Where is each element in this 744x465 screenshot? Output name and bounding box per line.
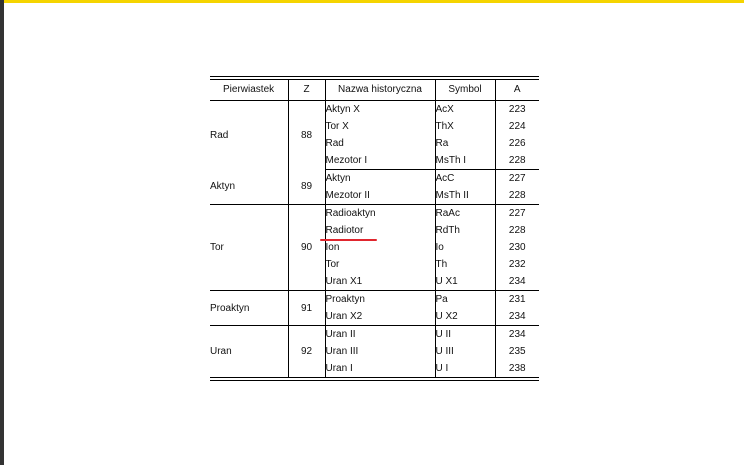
- table-row: [210, 101, 539, 119]
- mass-number-cell: 232: [495, 256, 539, 273]
- historical-name-cell: Ion: [325, 239, 435, 256]
- historical-name-cell: Uran X2: [325, 308, 435, 326]
- header-element: Pierwiastek: [210, 80, 288, 101]
- symbol-cell: Ra: [435, 135, 495, 152]
- historical-name-cell: Mezotor II: [325, 187, 435, 205]
- element-cell: Tor: [210, 205, 288, 291]
- mass-number-cell: 226: [495, 135, 539, 152]
- z-cell: 91: [288, 291, 325, 326]
- historical-name-cell: Uran I: [325, 360, 435, 377]
- table-bottom-rule: [210, 377, 539, 381]
- z-cell: 90: [288, 205, 325, 291]
- historical-name-cell: Uran II: [325, 326, 435, 344]
- mass-number-cell: 234: [495, 273, 539, 291]
- element-cell: Rad: [210, 129, 229, 141]
- table-row: [210, 205, 539, 223]
- mass-number-cell: 227: [495, 170, 539, 188]
- mass-number-cell: 227: [495, 205, 539, 223]
- header-z: Z: [288, 80, 325, 101]
- mass-number-cell: 234: [495, 308, 539, 326]
- mass-number-cell: 228: [495, 222, 539, 239]
- header-mass-number: A: [495, 80, 539, 101]
- historical-name-cell: Tor X: [325, 118, 435, 135]
- historical-name-cell: [325, 222, 435, 239]
- symbol-cell: U I: [435, 360, 495, 377]
- mass-number-cell: 224: [495, 118, 539, 135]
- window-left-border: [0, 0, 4, 465]
- mass-number-cell: 238: [495, 360, 539, 377]
- symbol-cell: Th: [435, 256, 495, 273]
- isotope-table: [210, 80, 539, 377]
- table-row: [210, 291, 539, 309]
- symbol-cell: U II: [435, 326, 495, 344]
- historical-name-cell: Tor: [325, 256, 435, 273]
- element-cell: Aktyn: [210, 170, 288, 205]
- element-cell: Proaktyn: [210, 291, 288, 326]
- element-cell: Uran: [210, 346, 232, 357]
- table-row: [210, 326, 539, 344]
- historical-name-cell: Mezotor I: [325, 152, 435, 170]
- isotope-table-container: [210, 76, 539, 381]
- symbol-cell: ThX: [435, 118, 495, 135]
- symbol-cell: MsTh II: [435, 187, 495, 205]
- symbol-cell: U X1: [435, 273, 495, 291]
- symbol-cell: Pa: [435, 291, 495, 309]
- historical-name-cell: Uran III: [325, 343, 435, 360]
- z-cell: 89: [288, 170, 325, 205]
- symbol-cell: Io: [435, 239, 495, 256]
- mass-number-cell: 228: [495, 187, 539, 205]
- symbol-cell: MsTh I: [435, 152, 495, 170]
- header-symbol: Symbol: [435, 80, 495, 101]
- mass-number-cell: 223: [495, 101, 539, 119]
- highlighted-name-radiotor: Radiotor: [326, 222, 364, 239]
- symbol-cell: AcC: [435, 170, 495, 188]
- historical-name-cell: Uran X1: [325, 273, 435, 291]
- mass-number-cell: 230: [495, 239, 539, 256]
- accent-top-bar: [4, 0, 744, 3]
- table-row: [210, 170, 539, 188]
- historical-name-cell: Rad: [325, 135, 435, 152]
- symbol-cell: U III: [435, 343, 495, 360]
- z-cell: 92: [288, 326, 325, 378]
- mass-number-cell: 231: [495, 291, 539, 309]
- mass-number-cell: 234: [495, 326, 539, 344]
- historical-name-cell: Aktyn X: [325, 101, 435, 119]
- symbol-cell: RaAc: [435, 205, 495, 223]
- z-cell: 88: [288, 101, 325, 170]
- mass-number-cell: 235: [495, 343, 539, 360]
- historical-name-cell: Aktyn: [325, 170, 435, 188]
- symbol-cell: RdTh: [435, 222, 495, 239]
- historical-name-cell: Proaktyn: [325, 291, 435, 309]
- table-header-row: [210, 80, 539, 101]
- symbol-cell: U X2: [435, 308, 495, 326]
- mass-number-cell: 228: [495, 152, 539, 170]
- header-historical-name: Nazwa historyczna: [325, 80, 435, 101]
- historical-name-cell: Radioaktyn: [325, 205, 435, 223]
- symbol-cell: AcX: [435, 101, 495, 119]
